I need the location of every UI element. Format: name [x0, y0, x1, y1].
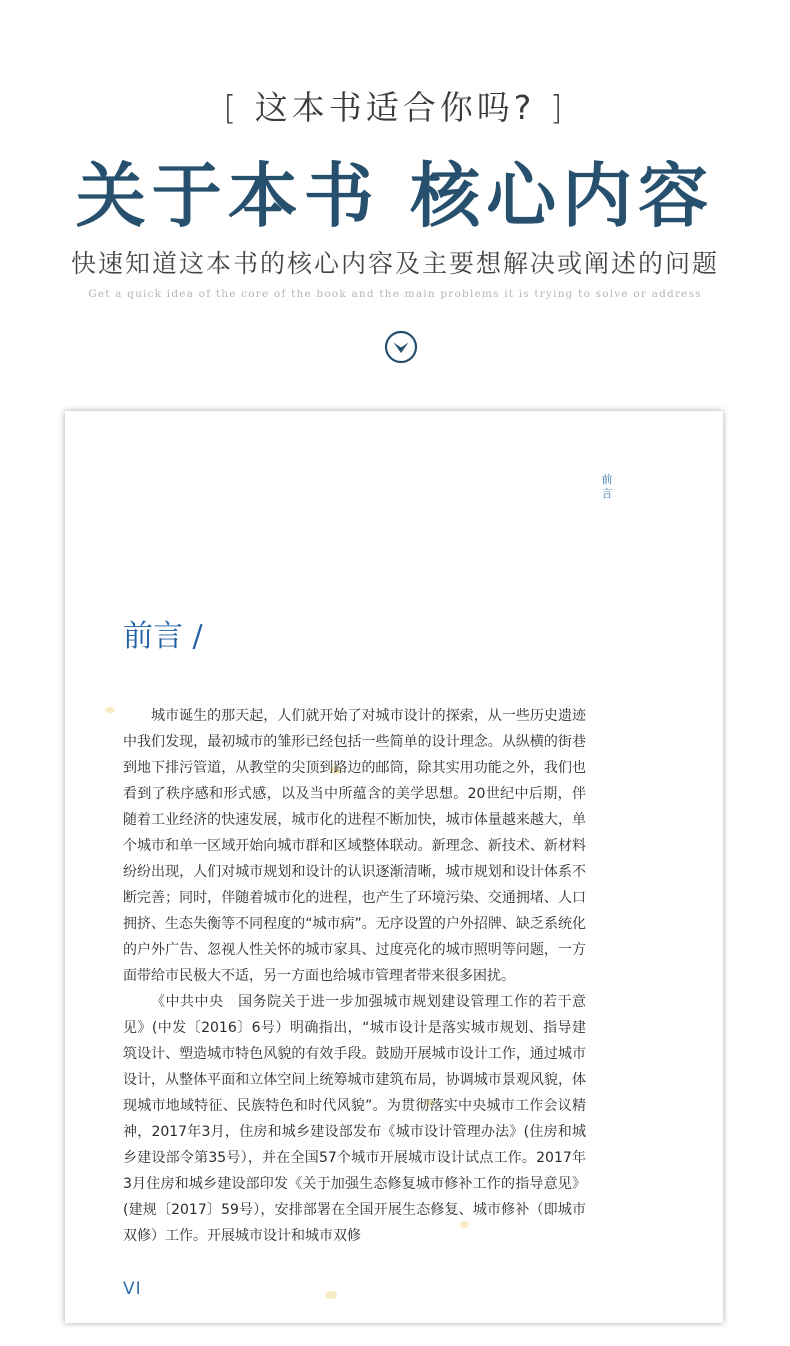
body-text — [123, 703, 586, 1249]
header-question — [0, 82, 790, 129]
paragraph: 城市诞生的那天起，人们就开始了对城市设计的探索，从一些历史遗迹中我们发现，最初城市的雏形已经包括一些简单的设计理念。从纵横的街巷到地下排污管道，从教堂的尖顶到路边的邮筒，除其实用功能之外，我们也看到了秩序感和形式感，以及当中所蕴含的美学思想。20世纪中后期，伴随着工业经济的快速发展，城市化的进程不断加快，城市体量越来越大，单个城市和单一区域开始向城市群和区域整体联动。新理念、新技术、新材料纷纷出现，人们对城市规划和设计的认识逐渐清晰，城市规划和设计体系不断完善；同时，伴随着城市化的进程，也产生了环境污染、交通拥堵、人口拥挤、生态失衡等不同程度的“城市病”。无序设置的户外招牌、缺乏系统化的户外广告、忽视人性关怀的城市家具、过度亮化的城市照明等问题，一方面带给市民极大不适，另一方面也给城市管理者带来很多困扰。 — [123, 708, 586, 984]
chevron-down-circle-icon — [384, 330, 418, 364]
book-page — [65, 411, 723, 1323]
running-head: 前言 — [601, 473, 613, 500]
question-text: 这本书适合你吗? — [254, 88, 536, 127]
page-title: 关于本书 核心内容 — [75, 154, 715, 237]
english-subtitle: Get a quick idea of the core of the book and the main problems it is trying to solve or address — [88, 288, 702, 300]
bracket-left: [ — [223, 88, 241, 127]
chapter-title: 前言 / — [123, 619, 203, 654]
page-number: VI — [123, 1279, 142, 1299]
bracket-right: ] — [549, 88, 567, 127]
paragraph: 《中共中央 国务院关于进一步加强城市规划建设管理工作的若干意见》(中发〔2016〕6号）明确指出，“城市设计是落实城市规划、指导建筑设计、塑造城市特色风貌的有效手段。鼓励开展城市设计工作，通过城市设计，从整体平面和立体空间上统筹城市建筑布局，协调城市景观风貌，体现城市地域特征、民族特色和时代风貌”。为贯彻落实中央城市工作会议精神，2017年3月，住房和城乡建设部发布《城市设计管理办法》(住房和城乡建设部令第35号），并在全国57个城市开展城市设计试点工作。2017年3月住房和城乡建设部印发《关于加强生态修复城市修补工作的指导意见》(建规〔2017〕59号），安排部署在全国开展生态修复、城市修补（即城市双修）工作。开展城市设计和城市双修 — [123, 994, 586, 1244]
page-subtitle: 快速知道这本书的核心内容及主要想解决或阐述的问题 — [70, 249, 719, 278]
